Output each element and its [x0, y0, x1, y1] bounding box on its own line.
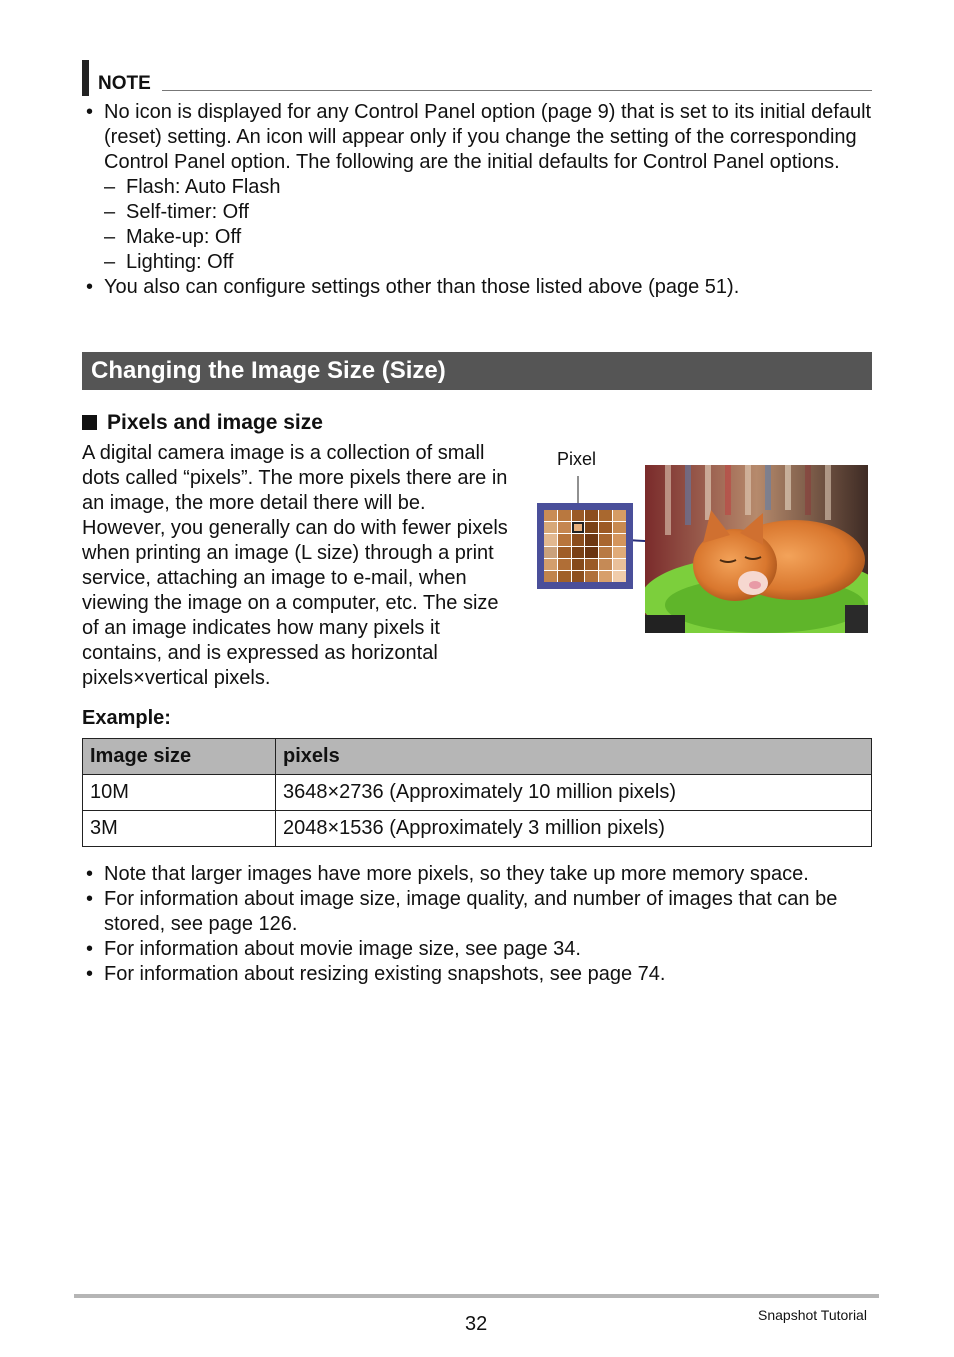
column-header: pixels — [276, 739, 872, 775]
list-item: • For information about movie image size, see page 34. — [82, 937, 882, 962]
default-item: – Lighting: Off — [104, 250, 882, 275]
table-row — [83, 811, 872, 847]
default-item: – Self-timer: Off — [104, 200, 882, 225]
square-bullet-icon — [82, 415, 97, 430]
list-item: • For information about resizing existing snapshots, see page 74. — [82, 962, 882, 987]
note-bullet: • You also can configure settings other than those listed above (page 51). — [82, 275, 882, 300]
note-bullet-text: No icon is displayed for any Control Panel option (page 9) that is set to its initial default (reset) setting. An icon will appear only if you change the setting of the corresponding Control Panel option. The following are the initial defaults for Control Panel options. — [104, 101, 872, 173]
note-divider — [162, 90, 872, 91]
note-list — [82, 100, 882, 300]
cat-photo — [645, 465, 868, 633]
table-cell: 2048×1536 (Approximately 3 million pixels) — [276, 811, 872, 847]
footer-title: Snapshot Tutorial — [758, 1307, 867, 1323]
pixel-grid — [544, 510, 626, 582]
table-header-row — [83, 739, 872, 775]
note-label: NOTE — [98, 73, 151, 94]
default-item: – Flash: Auto Flash — [104, 175, 882, 200]
default-item: – Make-up: Off — [104, 225, 882, 250]
page-number: 32 — [465, 1313, 488, 1335]
subsection-title-text: Pixels and image size — [107, 411, 323, 434]
note-bar — [82, 60, 89, 96]
example-label: Example: — [82, 707, 171, 729]
pixel-grid-zoom — [537, 503, 633, 589]
subsection-title — [82, 410, 323, 436]
example-table — [82, 738, 872, 847]
list-item: • For information about image size, image quality, and number of images that can be stored, see page 126. — [82, 887, 882, 937]
footer-divider — [74, 1294, 879, 1298]
table-cell: 3M — [83, 811, 276, 847]
section-title: Changing the Image Size (Size) — [82, 352, 872, 390]
table-cell: 3648×2736 (Approximately 10 million pixels) — [276, 775, 872, 811]
table-cell: 10M — [83, 775, 276, 811]
list-item: • Note that larger images have more pixels, so they take up more memory space. — [82, 862, 882, 887]
notes-list — [82, 862, 882, 987]
table-row — [83, 775, 872, 811]
body-paragraph: A digital camera image is a collection of small dots called “pixels”. The more pixels there are in an image, the more detail there will be. However, you generally can do with fewer pixels when printing an image (L size) through a print service, attaching an image to e-mail, when viewing the image on a computer, etc. The size of an image indicates how many pixels it contains, and is expressed as horizontal pixels×vertical pixels. — [82, 442, 508, 689]
note-bullet — [82, 100, 882, 275]
column-header: Image size — [83, 739, 276, 775]
pixel-label: Pixel — [557, 449, 597, 469]
